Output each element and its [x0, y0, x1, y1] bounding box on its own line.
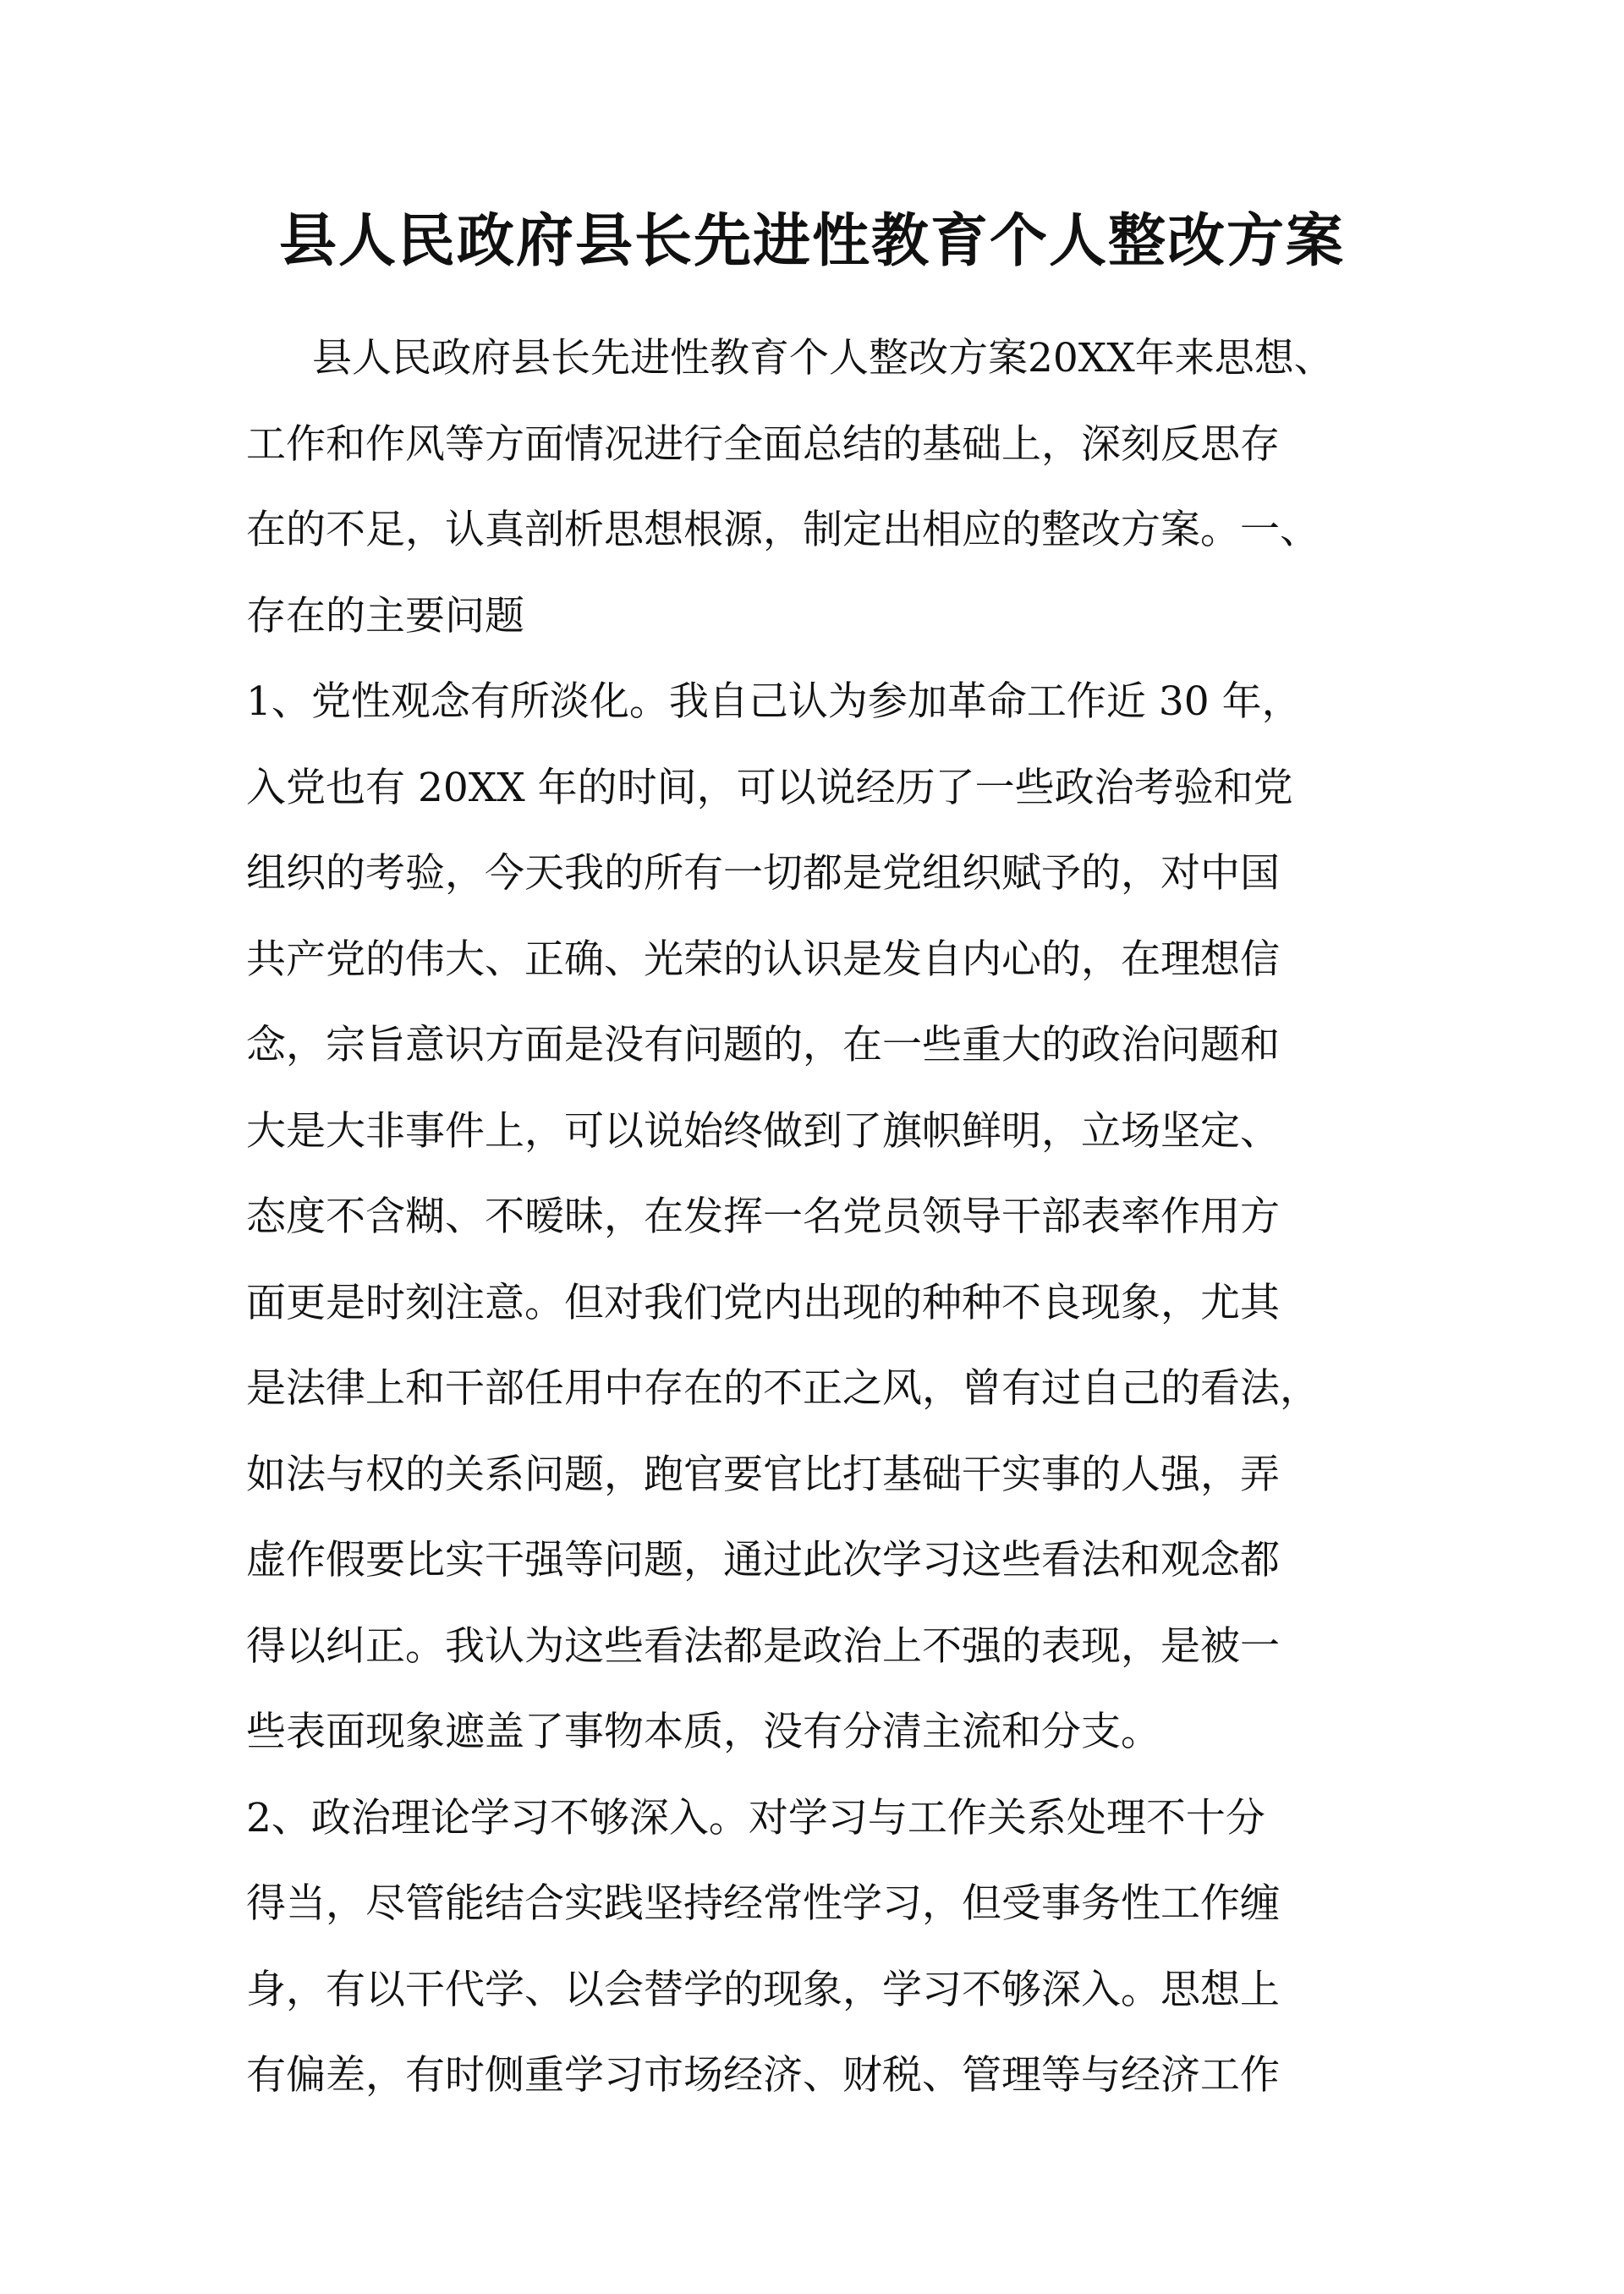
text-line: 大是大非事件上，可以说始终做到了旗帜鲜明，立场坚定、: [246, 1107, 1280, 1155]
section-heading-line: 存在的主要问题: [246, 592, 524, 639]
text-line: 入党也有 20XX 年的时间，可以说经历了一些政治考验和党: [246, 764, 1293, 811]
text-line: 有偏差，有时侧重学习市场经济、财税、管理等与经济工作: [246, 2052, 1280, 2099]
text-line: 在的不足，认真剖析思想根源，制定出相应的整改方案。一、: [246, 507, 1320, 553]
text-line: 共产党的伟大、正确、光荣的认识是发自内心的，在理想信: [246, 936, 1280, 983]
text-line: 得以纠正。我认为这些看法都是政治上不强的表现，是被一: [246, 1622, 1280, 1670]
document-title: 县人民政府县长先进性教育个人整改方案: [278, 208, 1345, 275]
text-line: 如法与权的关系问题，跑官要官比打基础干实事的人强，弄: [246, 1451, 1280, 1498]
text-line: 态度不含糊、不暧昧，在发挥一名党员领导干部表率作用方: [246, 1194, 1280, 1240]
text-line: 得当，尽管能结合实践坚持经常性学习，但受事务性工作缠: [246, 1880, 1280, 1927]
document-body: [246, 316, 1413, 2119]
text-line: 些表面现象遮盖了事物本质，没有分清主流和分支。: [246, 1709, 1160, 1755]
text-line: 身，有以干代学、以会替学的现象，学习不够深入。思想上: [246, 1966, 1280, 2013]
text-line: 是法律上和干部任用中存在的不正之风，曾有过自己的看法，: [246, 1365, 1320, 1412]
text-line: 面更是时刻注意。但对我们党内出现的种种不良现象，尤其: [246, 1279, 1280, 1326]
text-line: 组织的考验，今天我的所有一切都是党组织赋予的，对中国: [246, 850, 1280, 897]
text-line: 念，宗旨意识方面是没有问题的，在一些重大的政治问题和: [246, 1022, 1280, 1068]
text-line: 工作和作风等方面情况进行全面总结的基础上，深刻反思存: [246, 420, 1280, 468]
text-line: 县人民政府县长先进性教育个人整改方案20XX年来思想、: [312, 335, 1334, 381]
text-line: 1、党性观念有所淡化。我自己认为参加革命工作近 30 年，: [246, 678, 1302, 725]
text-line: 2、政治理论学习不够深入。对学习与工作关系处理不十分: [246, 1794, 1265, 1841]
text-line: 虚作假要比实干强等问题，通过此次学习这些看法和观念都: [246, 1537, 1280, 1583]
